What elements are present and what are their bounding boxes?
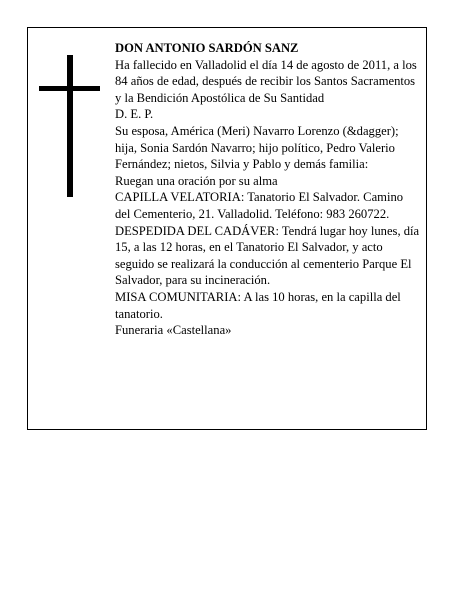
prayer-request: Ruegan una oración por su alma xyxy=(115,173,278,188)
farewell-info: DESPEDIDA DEL CADÁVER: Tendrá lugar hoy lunes, día 15, a las 12 horas, en el Tanatorio El Salvador, y acto seguido se realizará la conducción al cementerio Parque El Salvador, para su incineración. xyxy=(115,223,420,288)
rip-line: D. E. P. xyxy=(115,107,154,122)
mass-info: MISA COMUNITARIA: A las 10 horas, en la capilla del tanatorio. xyxy=(115,289,401,321)
funeral-home: Funeraria «Castellana» xyxy=(115,323,232,338)
obituary-card xyxy=(27,27,427,430)
obituary-text xyxy=(115,40,420,339)
chapel-info: CAPILLA VELATORIA: Tanatorio El Salvador. Camino del Cementerio, 21. Valladolid. Teléfono: 983 260722. xyxy=(115,190,404,221)
cross-icon xyxy=(67,55,73,197)
cross-icon-bar xyxy=(39,86,100,91)
deceased-name: DON ANTONIO SARDÓN SANZ xyxy=(115,41,299,55)
death-announcement: Ha fallecido en Valladolid el día 14 de agosto de 2011, a los 84 años de edad, después de recibir los Santos Sacramentos y la Bendición Apostólica de Su Santidad xyxy=(115,57,417,105)
family-list: Su esposa, América (Meri) Navarro Lorenzo (&dagger); hija, Sonia Sardón Navarro; hijo político, Pedro Valerio Fernández; nietos, Silvia y Pablo y demás familia: xyxy=(115,123,399,172)
